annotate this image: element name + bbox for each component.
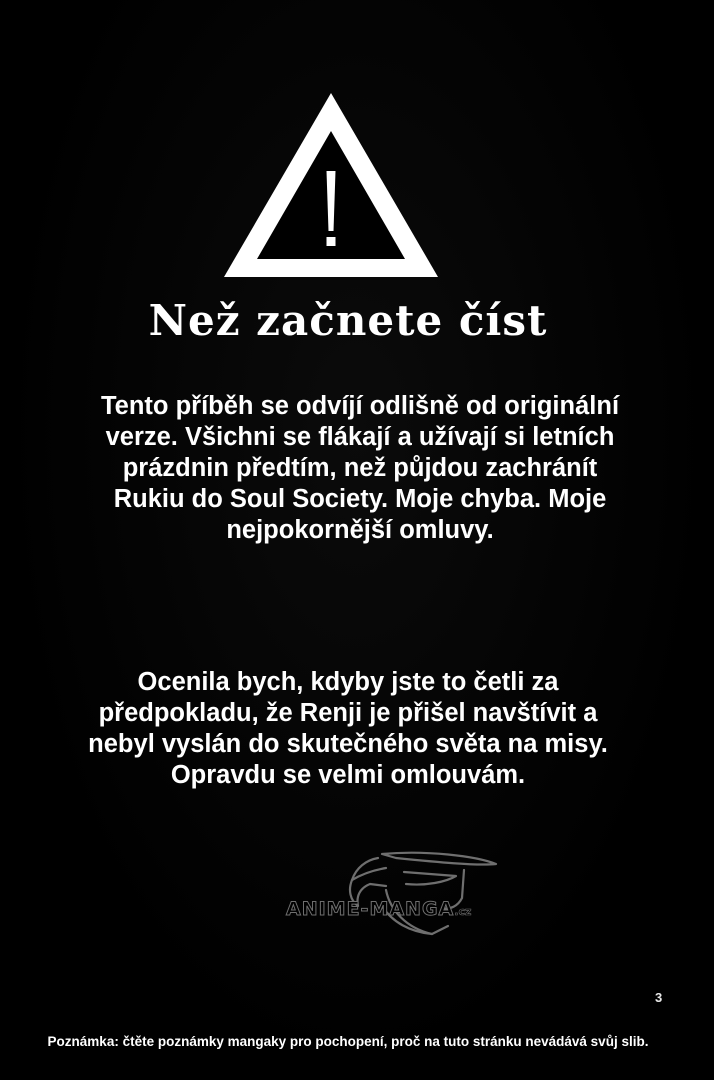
request-line: Ocenila bych, kdyby jste to četli za (137, 668, 559, 696)
page-title: Než začnete číst (148, 296, 548, 345)
intro-line: Tento příběh se odvíjí odlišně od originální (100, 392, 620, 420)
intro-line: verze. Všichni se flákají a užívají si letních (105, 423, 615, 451)
watermark-emblem-icon (286, 846, 560, 942)
request-line: předpokladu, že Renji je přišel navštívit a (98, 699, 598, 727)
intro-paragraph (40, 391, 680, 546)
watermark-text (286, 898, 560, 920)
watermark-logo (286, 846, 560, 942)
request-paragraph (28, 667, 668, 791)
intro-line: nejpokornější omluvy. (226, 516, 494, 544)
request-line: nebyl vyslán do skutečného světa na misy. (88, 730, 608, 758)
intro-line: Rukiu do Soul Society. Moje chyba. Moje (113, 485, 607, 513)
warning-triangle-icon (224, 93, 438, 277)
translator-footnote: Poznámka: čtěte poznámky mangaky pro pochopení, proč na tuto stránku nevádává svůj slib. (47, 1034, 649, 1049)
watermark-tld: .cz (454, 905, 472, 918)
page-number: 3 (655, 990, 663, 1005)
request-line: Opravdu se velmi omlouvám. (170, 761, 526, 789)
watermark-name: ANIME-MANGA (286, 898, 455, 920)
intro-line: prázdnin předtím, než půjdou zachránít (122, 454, 598, 482)
